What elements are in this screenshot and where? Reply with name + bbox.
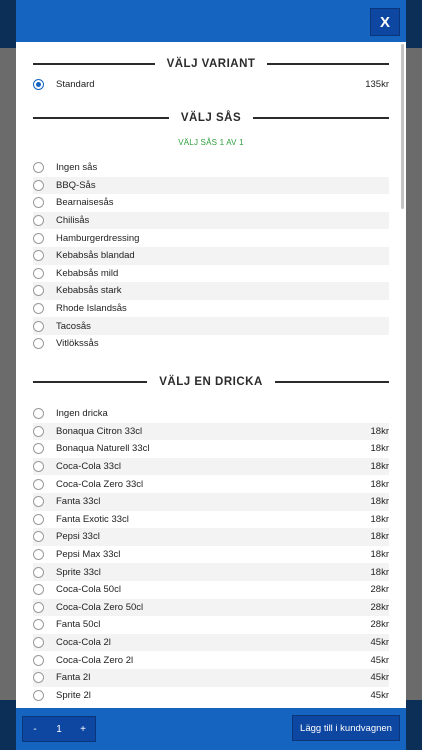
list-item[interactable] [33, 159, 389, 177]
variant-option[interactable] [33, 76, 389, 94]
list-item[interactable] [33, 229, 389, 247]
radio-icon[interactable] [33, 461, 44, 472]
option-label: Fanta 2l [56, 672, 91, 684]
option-label: Ingen dricka [56, 408, 108, 420]
radio-icon[interactable] [33, 338, 44, 349]
option-label: Bearnaisesås [56, 197, 114, 209]
option-label: Coca-Cola 50cl [56, 584, 121, 596]
option-label: Coca-Cola Zero 50cl [56, 601, 144, 613]
add-to-cart-button[interactable]: Lägg till i kundvagnen [292, 715, 400, 741]
radio-icon[interactable] [33, 637, 44, 648]
sauce-selection-note: VÄLJ SÅS 1 AV 1 [178, 138, 244, 147]
product-options-modal [16, 0, 406, 750]
radio-icon[interactable] [33, 303, 44, 314]
option-label: Coca-Cola 2l [56, 637, 111, 649]
list-item[interactable] [33, 687, 389, 705]
list-item[interactable] [33, 423, 389, 441]
option-price: 18kr [370, 425, 389, 437]
radio-icon[interactable] [33, 531, 44, 542]
option-label: Rhode Islandsås [56, 303, 127, 315]
option-label: Sprite 2l [56, 689, 91, 701]
list-item[interactable] [33, 300, 389, 318]
radio-icon[interactable] [33, 408, 44, 419]
radio-icon[interactable] [33, 321, 44, 332]
option-label: Coca-Cola 33cl [56, 461, 121, 473]
radio-icon[interactable] [33, 479, 44, 490]
radio-selected-icon[interactable] [33, 79, 44, 90]
close-button[interactable]: X [370, 8, 400, 36]
modal-footer [16, 708, 406, 750]
option-price: 18kr [370, 478, 389, 490]
radio-icon[interactable] [33, 496, 44, 507]
option-price: 18kr [370, 496, 389, 508]
list-item[interactable] [33, 194, 389, 212]
list-item[interactable] [33, 282, 389, 300]
option-label: Kebabsås stark [56, 285, 122, 297]
options-scroll-area[interactable] [16, 42, 406, 708]
sauce-title-text: VÄLJ SÅS [180, 112, 242, 124]
radio-icon[interactable] [33, 672, 44, 683]
radio-icon[interactable] [33, 162, 44, 173]
decrease-button[interactable]: - [33, 723, 37, 735]
radio-icon[interactable] [33, 602, 44, 613]
list-item[interactable] [33, 177, 389, 195]
list-item[interactable] [33, 247, 389, 265]
option-label: Hamburgerdressing [56, 232, 140, 244]
sauce-section-title [33, 108, 389, 128]
option-price: 45kr [370, 672, 389, 684]
radio-icon[interactable] [33, 619, 44, 630]
list-item[interactable] [33, 440, 389, 458]
list-item[interactable] [33, 528, 389, 546]
option-price: 18kr [370, 531, 389, 543]
option-price: 18kr [370, 566, 389, 578]
option-label: Coca-Cola Zero 33cl [56, 478, 144, 490]
radio-icon[interactable] [33, 180, 44, 191]
list-item[interactable] [33, 511, 389, 529]
list-item[interactable] [33, 634, 389, 652]
list-item[interactable] [33, 317, 389, 335]
list-item[interactable] [33, 405, 389, 423]
list-item[interactable] [33, 335, 389, 353]
option-label: Bonaqua Naturell 33cl [56, 443, 150, 455]
list-item[interactable] [33, 616, 389, 634]
option-label: Sprite 33cl [56, 566, 101, 578]
variant-title-text: VÄLJ VARIANT [166, 58, 256, 70]
option-label: BBQ-Sås [56, 179, 96, 191]
option-price: 18kr [370, 443, 389, 455]
option-label: Ingen sås [56, 162, 98, 174]
option-label: Fanta Exotic 33cl [56, 513, 129, 525]
radio-icon[interactable] [33, 549, 44, 560]
radio-icon[interactable] [33, 690, 44, 701]
drink-title-text: VÄLJ EN DRICKA [159, 376, 263, 388]
option-label: Kebabsås blandad [56, 250, 135, 262]
list-item[interactable] [33, 669, 389, 687]
list-item[interactable] [33, 563, 389, 581]
drink-section-title [33, 372, 389, 392]
variant-section-title [33, 54, 389, 74]
option-price: 28kr [370, 619, 389, 631]
option-label: Fanta 50cl [56, 619, 101, 631]
option-price: 18kr [370, 513, 389, 525]
option-label: Tacosås [56, 320, 91, 332]
list-item[interactable] [33, 599, 389, 617]
list-item[interactable] [33, 212, 389, 230]
quantity-stepper[interactable] [22, 716, 96, 742]
option-price: 28kr [370, 601, 389, 613]
variant-price: 135kr [365, 79, 389, 91]
option-label: Vitlökssås [56, 338, 99, 350]
radio-icon[interactable] [33, 215, 44, 226]
option-label: Pepsi Max 33cl [56, 549, 121, 561]
radio-icon[interactable] [33, 233, 44, 244]
list-item[interactable] [33, 475, 389, 493]
modal-header [16, 0, 406, 42]
option-label: Coca-Cola Zero 2l [56, 654, 134, 666]
radio-icon[interactable] [33, 443, 44, 454]
radio-icon[interactable] [33, 584, 44, 595]
option-label: Fanta 33cl [56, 496, 101, 508]
radio-icon[interactable] [33, 285, 44, 296]
option-price: 45kr [370, 689, 389, 701]
option-label: Chilisås [56, 215, 90, 227]
option-label: Bonaqua Citron 33cl [56, 425, 143, 437]
option-price: 45kr [370, 637, 389, 649]
radio-icon[interactable] [33, 197, 44, 208]
option-price: 18kr [370, 549, 389, 561]
radio-icon[interactable] [33, 250, 44, 261]
radio-icon[interactable] [33, 426, 44, 437]
option-price: 18kr [370, 461, 389, 473]
radio-icon[interactable] [33, 567, 44, 578]
option-label: Pepsi 33cl [56, 531, 100, 543]
increase-button[interactable]: + [80, 723, 86, 735]
list-item[interactable] [33, 581, 389, 599]
radio-icon[interactable] [33, 655, 44, 666]
option-price: 28kr [370, 584, 389, 596]
list-item[interactable] [33, 265, 389, 283]
variant-label: Standard [56, 79, 95, 91]
list-item[interactable] [33, 546, 389, 564]
radio-icon[interactable] [33, 514, 44, 525]
option-price: 45kr [370, 654, 389, 666]
option-label: Kebabsås mild [56, 267, 119, 279]
scrollbar[interactable] [401, 44, 404, 209]
quantity-value: 1 [56, 723, 62, 735]
list-item[interactable] [33, 458, 389, 476]
radio-icon[interactable] [33, 268, 44, 279]
list-item[interactable] [33, 651, 389, 669]
list-item[interactable] [33, 493, 389, 511]
